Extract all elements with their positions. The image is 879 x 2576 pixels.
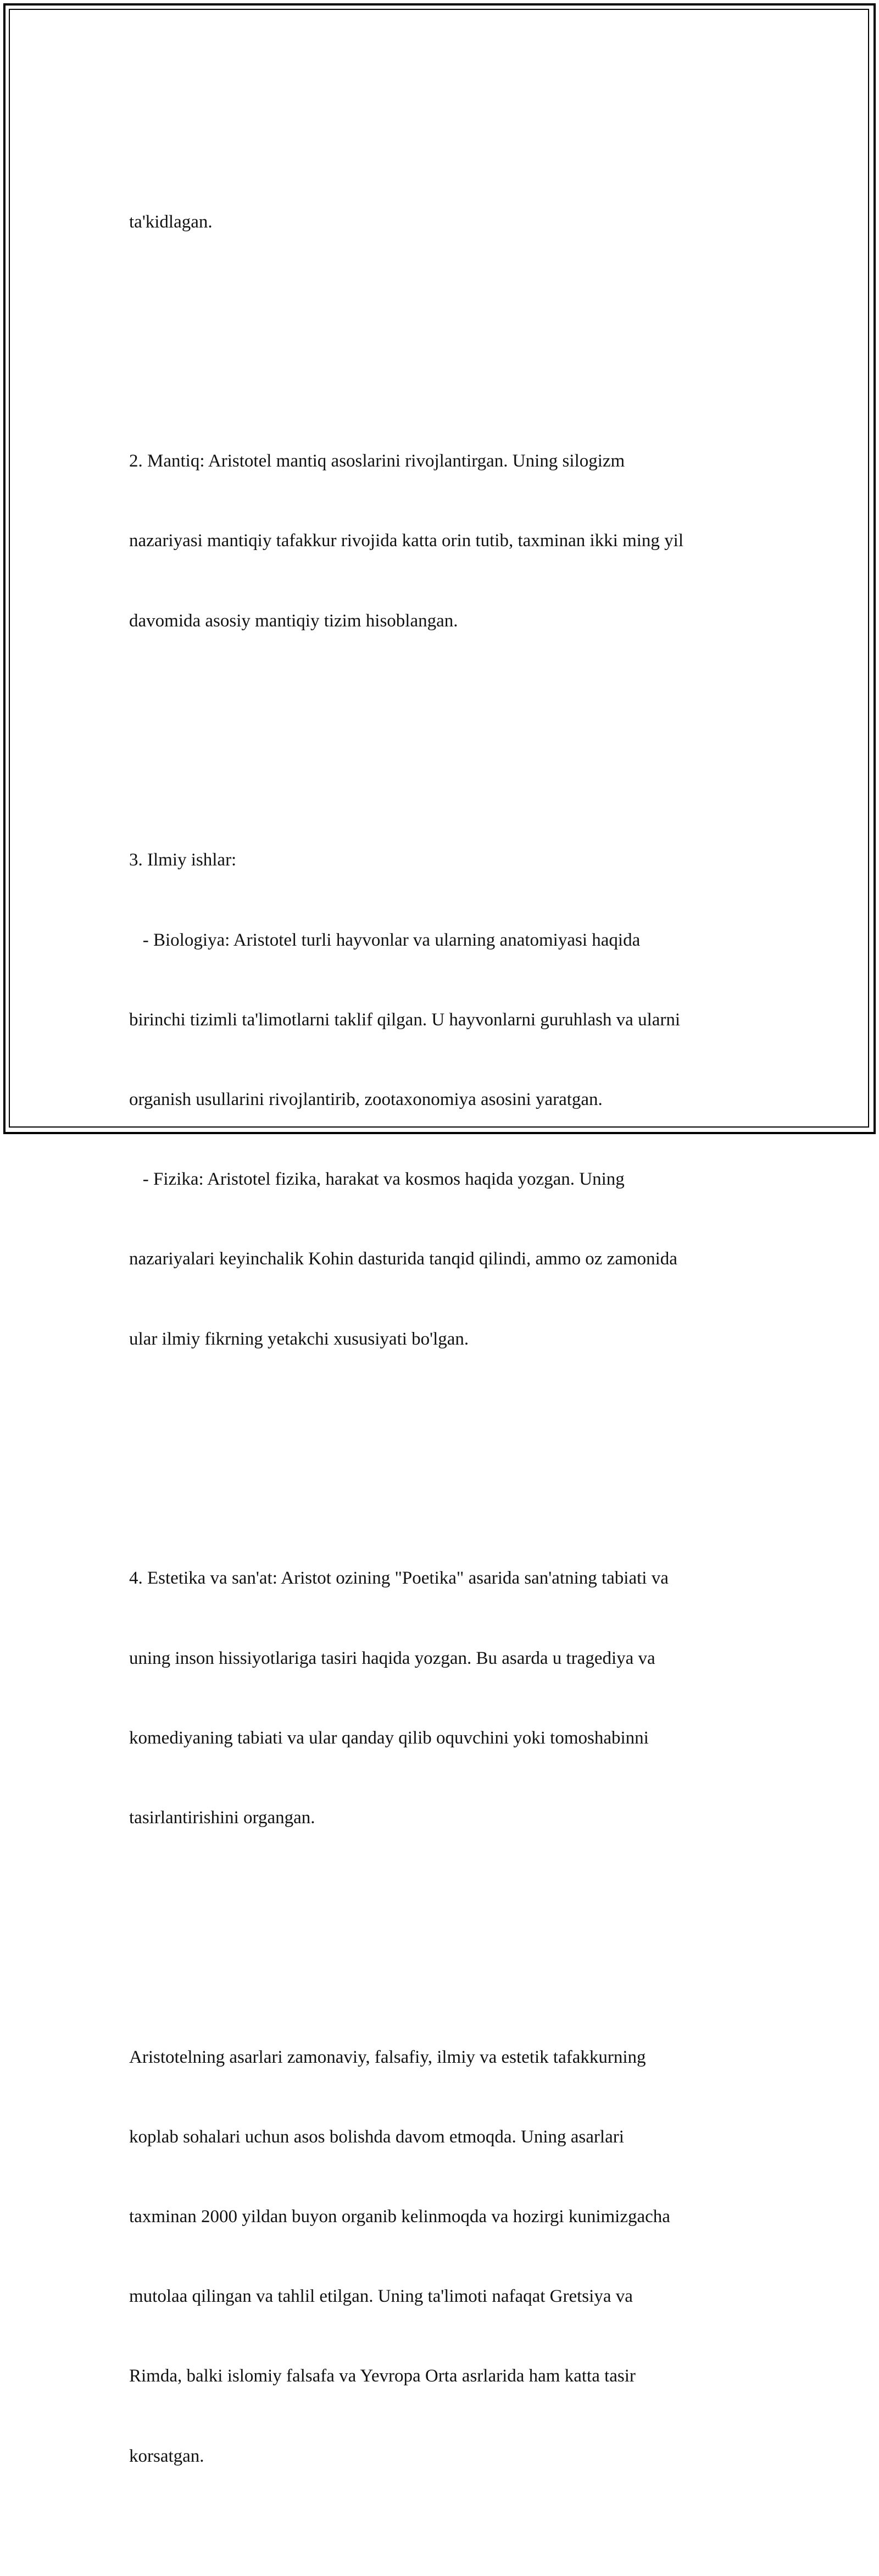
paragraph-ilmiy-ishlar xyxy=(129,794,750,1406)
text-line: korsatgan. xyxy=(129,2446,204,2466)
text-line: mutolaa qilingan va tahlil etilgan. Uning ta'limoti nafaqat Gretsiya va xyxy=(129,2286,633,2307)
text-line: Rimda, balki islomiy falsafa va Yevropa Orta asrlarida ham katta tasir xyxy=(129,2366,636,2386)
paragraph-xulosa xyxy=(129,1991,750,2523)
paragraph-continuation xyxy=(129,156,750,288)
text-line: uning inson hissiyotlariga tasiri haqida yozgan. Bu asarda u tragediya va xyxy=(129,1648,655,1668)
paragraph-mantiq xyxy=(129,395,750,687)
text-line: birinchi tizimli ta'limotlarni taklif qilgan. U hayvonlarni guruhlash va ularni xyxy=(129,1009,681,1030)
text-line: 2. Mantiq: Aristotel mantiq asoslarini rivojlantirgan. Uning silogizm xyxy=(129,451,625,471)
text-line: koplab sohalari uchun asos bolishda davom etmoqda. Uning asarlari xyxy=(129,2127,624,2147)
text-line: tasirlantirishini organgan. xyxy=(129,1807,315,1828)
text-line: ular ilmiy fikrning yetakchi xususiyati bo'lgan. xyxy=(129,1329,469,1349)
text-line: 4. Estetika va san'at: Aristot ozining "Poetika" asarida san'atning tabiati va xyxy=(129,1568,669,1589)
text-line: nazariyalari keyinchalik Kohin dasturida tanqid qilindi, ammo oz zamonida xyxy=(129,1249,677,1269)
text-line: 3. Ilmiy ishlar: xyxy=(129,850,237,870)
text-line: - Biologiya: Aristotel turli hayvonlar va ularning anatomiyasi haqida xyxy=(129,930,641,950)
paragraph-estetika xyxy=(129,1512,750,1884)
text-line: organish usullarini rivojlantirib, zootaxonomiya asosini yaratgan. xyxy=(129,1090,603,1109)
text-line: - Fizika: Aristotel fizika, harakat va kosmos haqida yozgan. Uning xyxy=(129,1169,625,1190)
document-body xyxy=(129,102,750,2576)
text-line: nazariyasi mantiqiy tafakkur rivojida katta orin tutib, taxminan ikki ming yil xyxy=(129,531,684,551)
text-line: davomida asosiy mantiqiy tizim hisoblangan. xyxy=(129,610,458,631)
text-line: Aristotelning asarlari zamonaviy, falsafiy, ilmiy va estetik tafakkurning xyxy=(129,2047,646,2067)
text-line: ta'kidlagan. xyxy=(129,212,213,232)
text-line: taxminan 2000 yildan buyon organib kelinmoqda va hozirgi kunimizgacha xyxy=(129,2207,670,2227)
text-line: komediyaning tabiati va ular qanday qilib oquvchini yoki tomoshabinni xyxy=(129,1728,649,1748)
